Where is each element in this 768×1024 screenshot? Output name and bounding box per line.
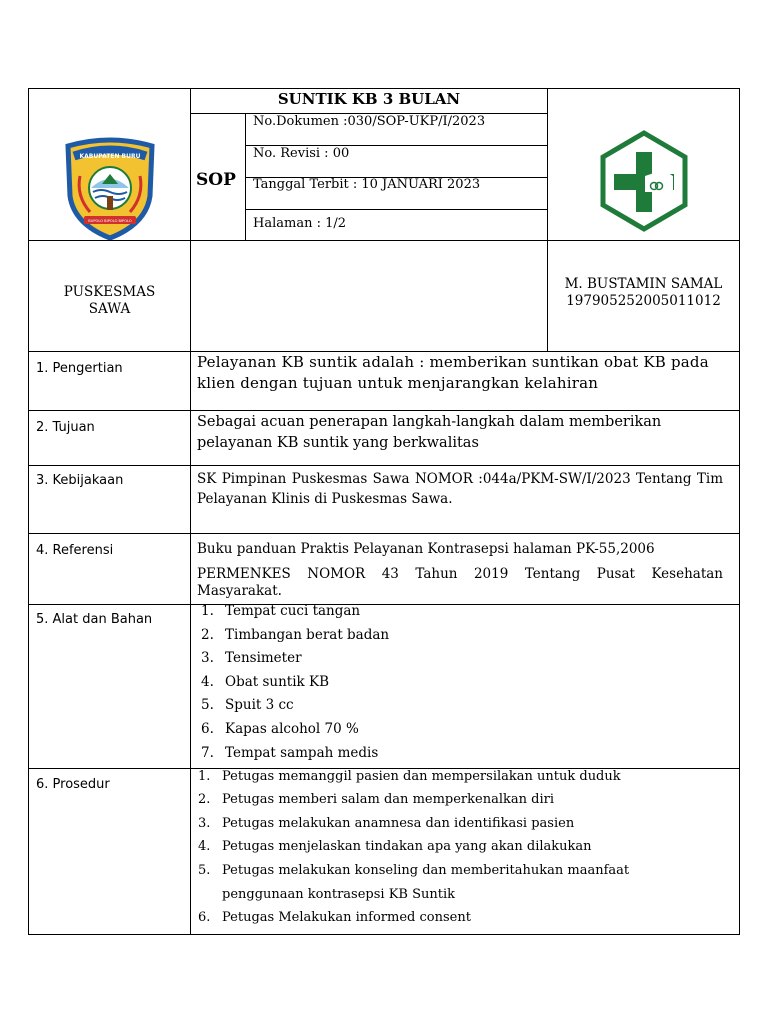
referensi-item-1: Buku panduan Praktis Pelayanan Kontrasepsi halaman PK-55,2006 — [197, 541, 655, 557]
list-item: 6. Petugas Melakukan informed consent — [198, 910, 471, 925]
tujuan-line-2: pelayanan KB suntik yang berkwalitas — [197, 435, 479, 451]
list-item: 2. Petugas memberi salam dan memperkenalkan diri — [198, 792, 554, 807]
section-label-tujuan: 2. Tujuan — [36, 420, 95, 435]
list-item: 2. Timbangan berat badan — [201, 627, 390, 643]
sop-label: SOP — [196, 170, 236, 190]
signer-nip: 197905252005011012 — [566, 293, 721, 309]
table-border-bottom — [28, 934, 740, 935]
section-label-prosedur: 6. Prosedur — [36, 777, 110, 792]
list-item-text: Kapas alcohol 70 % — [225, 721, 359, 737]
list-item-text: Timbangan berat badan — [225, 627, 390, 643]
doc-number: No.Dokumen :030/SOP-UKP/I/2023 — [253, 114, 486, 129]
list-item: 5. Petugas melakukan konseling dan memberitahukan maanfaat — [198, 863, 630, 878]
pengertian-line-2: klien dengan tujuan untuk menjarangkan kelahiran — [197, 374, 599, 392]
list-item-text: Petugas memberi salam dan memperkenalkan diri — [222, 792, 554, 807]
emblem-top-text: KABUPATEN BURU — [79, 153, 141, 160]
list-item-text: Petugas Melakukan informed consent — [222, 910, 471, 925]
list-item-text: Tempat cuci tangan — [225, 603, 361, 619]
tujuan-line-1: Sebagai acuan penerapan langkah-langkah dalam memberikan — [197, 414, 662, 430]
label-column-divider — [190, 88, 191, 934]
issue-date: Tanggal Terbit : 10 JANUARI 2023 — [253, 177, 481, 192]
table-border-left — [28, 88, 29, 935]
page-title: SUNTIK KB 3 BULAN — [277, 90, 461, 108]
table-border-right — [739, 88, 740, 935]
list-item-text: Tempat sampah medis — [225, 745, 379, 761]
list-item-text: Petugas menjelaskan tindakan apa yang akan dilakukan — [222, 839, 592, 854]
tanggal-row-line — [245, 209, 547, 210]
list-item: 5. Spuit 3 cc — [201, 697, 294, 713]
list-item: 3. Petugas melakukan anamnesa dan identifikasi pasien — [198, 816, 575, 831]
kabupaten-buru-emblem — [60, 136, 160, 240]
section-label-pengertian: 1. Pengertian — [36, 361, 123, 376]
list-item: 7. Tempat sampah medis — [201, 745, 379, 761]
org-name-line2: SAWA — [88, 301, 131, 317]
list-item: 4. Obat suntik KB — [201, 674, 330, 690]
revision-number: No. Revisi : 00 — [253, 146, 350, 161]
row-line-2 — [28, 410, 740, 411]
list-item: 1. Tempat cuci tangan — [201, 603, 361, 619]
table-border-top — [28, 88, 740, 89]
list-item-text: Tensimeter — [225, 650, 302, 666]
section-label-kebijakaan: 3. Kebijakaan — [36, 473, 124, 488]
org-name-line1: PUSKESMAS — [63, 284, 156, 300]
list-item: 4. Petugas menjelaskan tindakan apa yang akan dilakukan — [198, 839, 592, 854]
list-item-text: Petugas melakukan anamnesa dan identifikasi pasien — [222, 816, 575, 831]
list-item-text: Spuit 3 cc — [225, 697, 294, 713]
list-item: 6. Kapas alcohol 70 % — [201, 721, 359, 737]
kebijakaan-text: SK Pimpinan Puskesmas Sawa NOMOR :044a/PKM-SW/I/2023 Tentang Tim Pelayanan Klinis di Puskesmas Sawa. — [197, 471, 723, 507]
row-line-3 — [28, 465, 740, 466]
section-label-alat-bahan: 5. Alat dan Bahan — [36, 612, 153, 627]
header-bottom-line — [28, 240, 740, 241]
list-item-continuation: penggunaan kontrasepsi KB Suntik — [222, 887, 456, 902]
signer-name: M. BUSTAMIN SAMAL — [564, 276, 723, 292]
list-item-text: Petugas melakukan konseling dan memberitahukan maanfaat — [222, 863, 630, 878]
list-item-text: Obat suntik KB — [225, 674, 330, 690]
row-line-4 — [28, 533, 740, 534]
referensi-item-2: PERMENKES NOMOR 43 Tahun 2019 Tentang Pusat Kesehatan Masyarakat. — [197, 566, 723, 599]
header-right-divider — [547, 88, 548, 352]
section-label-referensi: 4. Referensi — [36, 543, 114, 558]
list-item: 1. Petugas memanggil pasien dan mempersilakan untuk duduk — [198, 769, 621, 784]
puskesmas-logo — [599, 130, 689, 232]
pengertian-line-1: Pelayanan KB suntik adalah : memberikan suntikan obat KB pada — [197, 353, 709, 371]
list-item-text: Petugas memanggil pasien dan mempersilakan untuk duduk — [222, 769, 621, 784]
emblem-bottom-text: BUPOLO BIPOLO BIPOLO — [88, 219, 132, 223]
page-number: Halaman : 1/2 — [253, 216, 347, 231]
list-item: 3. Tensimeter — [201, 650, 302, 666]
row-line-5 — [28, 604, 740, 605]
